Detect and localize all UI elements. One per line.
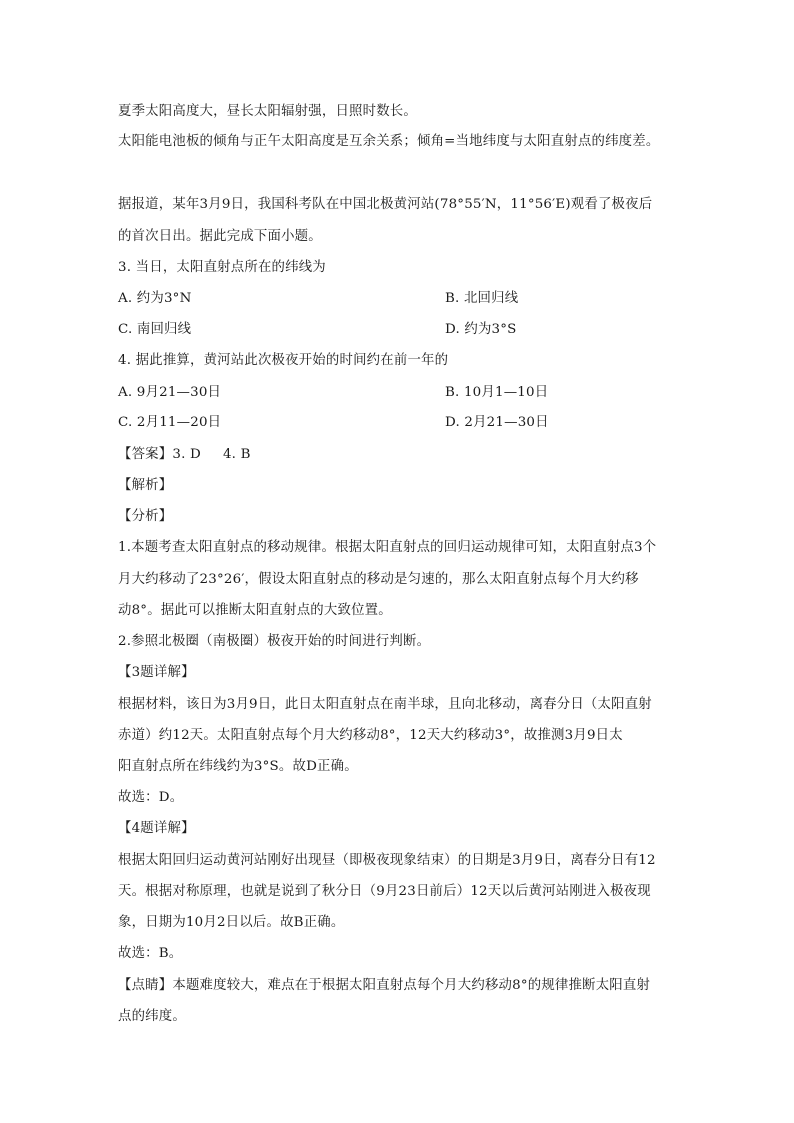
q3-stem: 3. 当日，太阳直射点所在的纬线为 [118, 260, 326, 275]
material-line-1: 据报道，某年3月9日，我国科考队在中国北极黄河站(78°55′N，11°56′E)观看了极夜后 [118, 197, 653, 212]
analysis-tag: 【解析】 [118, 478, 173, 493]
q4-option-b: B. 10月1—10日 [445, 385, 549, 400]
q4-detail-line-3: 象，日期为10月2日以后。故B正确。 [118, 915, 345, 930]
answer-3: 3. D [172, 447, 201, 462]
q3-detail-line-2: 赤道）约12天。太阳直射点每个月大约移动8°，12天大约移动3°，故推测3月9日太 [118, 728, 623, 743]
q4-detail-line-2: 天。根据对称原理，也就是说到了秋分日（9月23日前后）12天以后黄河站刚进入极夜现 [118, 884, 651, 899]
fenxi-line-4: 2.参照北极圈（南极圈）极夜开始的时间进行判断。 [118, 634, 431, 649]
intro-line-1: 夏季太阳高度大，昼长太阳辐射强，日照时数长。 [118, 104, 417, 119]
q4-stem: 4. 据此推算，黄河站此次极夜开始的时间约在前一年的 [118, 353, 449, 368]
answer-4: 4. B [222, 447, 251, 462]
answer-line [118, 446, 251, 464]
dianjing-text-1: 本题难度较大，难点在于根据太阳直射点每个月大约移动8°的规律推断太阳直射 [172, 978, 651, 993]
q4-option-d: D. 2月21—30日 [445, 415, 549, 430]
q3-option-c: C. 南回归线 [118, 322, 192, 337]
intro-line-2: 太阳能电池板的倾角与正午太阳高度是互余关系；倾角=当地纬度与太阳直射点的纬度差。 [118, 134, 660, 149]
q4-option-a: A. 9月21—30日 [118, 385, 222, 400]
q3-option-b: B. 北回归线 [445, 291, 519, 306]
q4-choice: 故选：B。 [118, 946, 183, 961]
fenxi-line-3: 动8°。据此可以推断太阳直射点的大致位置。 [118, 603, 392, 618]
q3-option-a: A. 约为3°N [118, 291, 192, 306]
fenxi-line-2: 月大约移动了23°26′，假设太阳直射点的移动是匀速的，那么太阳直射点每个月大约移 [118, 572, 639, 587]
q3-choice: 故选：D。 [118, 790, 184, 805]
fenxi-line-1: 1.本题考查太阳直射点的移动规律。根据太阳直射点的回归运动规律可知，太阳直射点3个 [118, 540, 657, 555]
answer-tag: 【答案】 [118, 447, 173, 462]
material-line-2: 的首次日出。据此完成下面小题。 [118, 229, 322, 244]
q4-detail-tag: 【4题详解】 [118, 821, 195, 836]
q4-option-c: C. 2月11—20日 [118, 415, 222, 430]
dianjing-line-1 [118, 977, 650, 995]
q3-detail-line-3: 阳直射点所在纬线约为3°S。故D正确。 [118, 759, 358, 774]
fenxi-tag: 【分析】 [118, 509, 173, 524]
q4-detail-line-1: 根据太阳回归运动黄河站刚好出现昼（即极夜现象结束）的日期是3月9日，离春分日有12 [118, 853, 656, 868]
q3-detail-line-1: 根据材料，该日为3月9日，此日太阳直射点在南半球，且向北移动，离春分日（太阳直射 [118, 697, 652, 712]
dianjing-line-2: 点的纬度。 [118, 1009, 186, 1024]
q3-detail-tag: 【3题详解】 [118, 665, 195, 680]
q3-option-d: D. 约为3°S [445, 322, 517, 337]
dianjing-tag: 【点睛】 [118, 978, 173, 993]
